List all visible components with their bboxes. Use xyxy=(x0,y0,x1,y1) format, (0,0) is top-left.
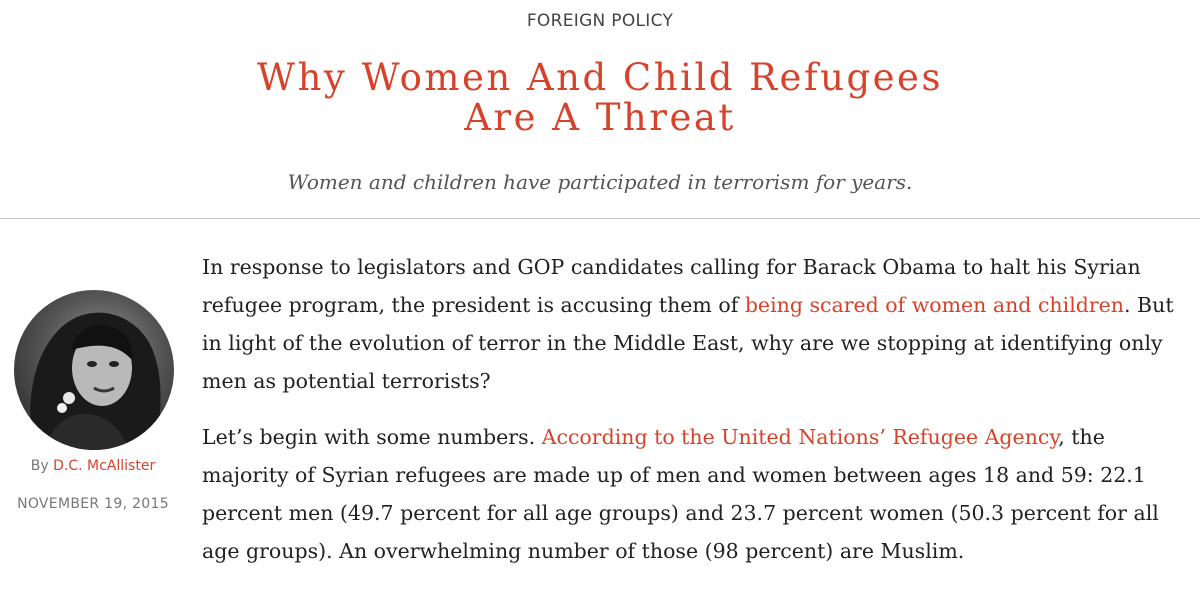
avatar[interactable] xyxy=(14,290,174,450)
paragraph-1-text-b: . But in light of the evolution of terror in the Middle East, why are we stopping at identifying only men as potential terrorists? xyxy=(202,293,1174,393)
paragraph-1 xyxy=(202,248,1192,400)
title-line-2: Are A Threat xyxy=(464,96,736,139)
un-refugee-agency-link[interactable]: According to the United Nations’ Refugee Agency xyxy=(541,425,1059,449)
page-subtitle: Women and children have participated in terrorism for years. xyxy=(287,170,913,194)
article-body xyxy=(202,248,1192,588)
page-title xyxy=(0,58,1200,138)
category-label[interactable]: FOREIGN POLICY xyxy=(526,11,674,31)
paragraph-2 xyxy=(202,418,1192,570)
paragraph-2-text-a: Let’s begin with some numbers. xyxy=(202,425,542,449)
paragraph-1-text-a: In response to legislators and GOP candidates calling for Barack Obama to halt his Syrian refugee program, the president is accusing them of xyxy=(202,255,1141,317)
byline xyxy=(0,458,186,474)
publish-date: NOVEMBER 19, 2015 xyxy=(17,496,169,512)
header-divider xyxy=(0,218,1200,219)
title-line-1: Why Women And Child Refugees xyxy=(257,56,943,99)
author-name-link[interactable]: D.C. McAllister xyxy=(53,458,156,474)
byline-prefix: By xyxy=(30,458,49,474)
paragraph-2-text-b: , the majority of Syrian refugees are made up of men and women between ages 18 and 59: 22.1 percent men (49.7 percent for all age groups) and 23.7 percent women (50.3 percent for all age groups). An overwhelming number of those (98 percent) are Muslim. xyxy=(202,425,1159,563)
author-photo-icon xyxy=(14,290,174,450)
scared-of-women-link[interactable]: being scared of women and children xyxy=(744,293,1125,317)
article-header xyxy=(0,0,1200,218)
